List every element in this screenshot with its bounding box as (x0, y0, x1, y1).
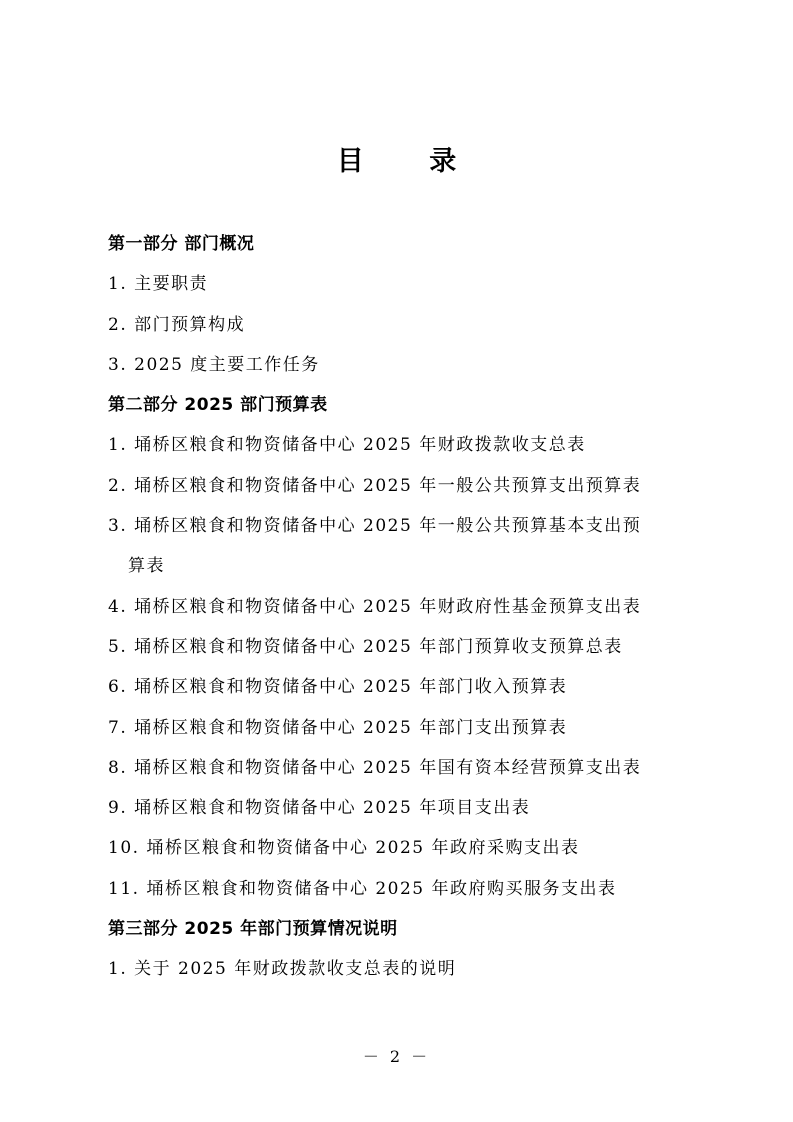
toc-item-continuation: 算表 (128, 556, 165, 577)
toc-item: 10. 埇桥区粮食和物资储备中心 2025 年政府采购支出表 (108, 838, 580, 859)
toc-item: 2. 部门预算构成 (108, 314, 246, 335)
toc-part-1: 第一部分 部门概况 (108, 234, 255, 254)
toc-item: 9. 埇桥区粮食和物资储备中心 2025 年项目支出表 (108, 798, 531, 819)
toc-item: 8. 埇桥区粮食和物资储备中心 2025 年国有资本经营预算支出表 (108, 757, 642, 778)
toc-item: 5. 埇桥区粮食和物资储备中心 2025 年部门预算收支预算总表 (108, 636, 623, 657)
toc-item: 3. 2025 度主要工作任务 (108, 354, 320, 375)
toc-item: 1. 关于 2025 年财政拨款收支总表的说明 (108, 959, 457, 980)
toc-item: 1. 主要职责 (108, 274, 209, 295)
page-number: － 2 － (362, 1047, 431, 1066)
toc-item: 2. 埇桥区粮食和物资储备中心 2025 年一般公共预算支出预算表 (108, 475, 642, 496)
table-of-contents (108, 224, 708, 990)
toc-item: 4. 埇桥区粮食和物资储备中心 2025 年财政府性基金预算支出表 (108, 596, 642, 617)
toc-item: 7. 埇桥区粮食和物资储备中心 2025 年部门支出预算表 (108, 717, 568, 738)
toc-item: 1. 埇桥区粮食和物资储备中心 2025 年财政拨款收支总表 (108, 435, 586, 456)
page-title: 目 录 (336, 146, 485, 177)
toc-item: 11. 埇桥区粮食和物资储备中心 2025 年政府购买服务支出表 (108, 878, 617, 899)
toc-item: 6. 埇桥区粮食和物资储备中心 2025 年部门收入预算表 (108, 677, 568, 698)
toc-part-2: 第二部分 2025 部门预算表 (108, 395, 328, 416)
toc-part-3: 第三部分 2025 年部门预算情况说明 (108, 919, 398, 940)
toc-item: 3. 埇桥区粮食和物资储备中心 2025 年一般公共预算基本支出预 (108, 516, 642, 537)
